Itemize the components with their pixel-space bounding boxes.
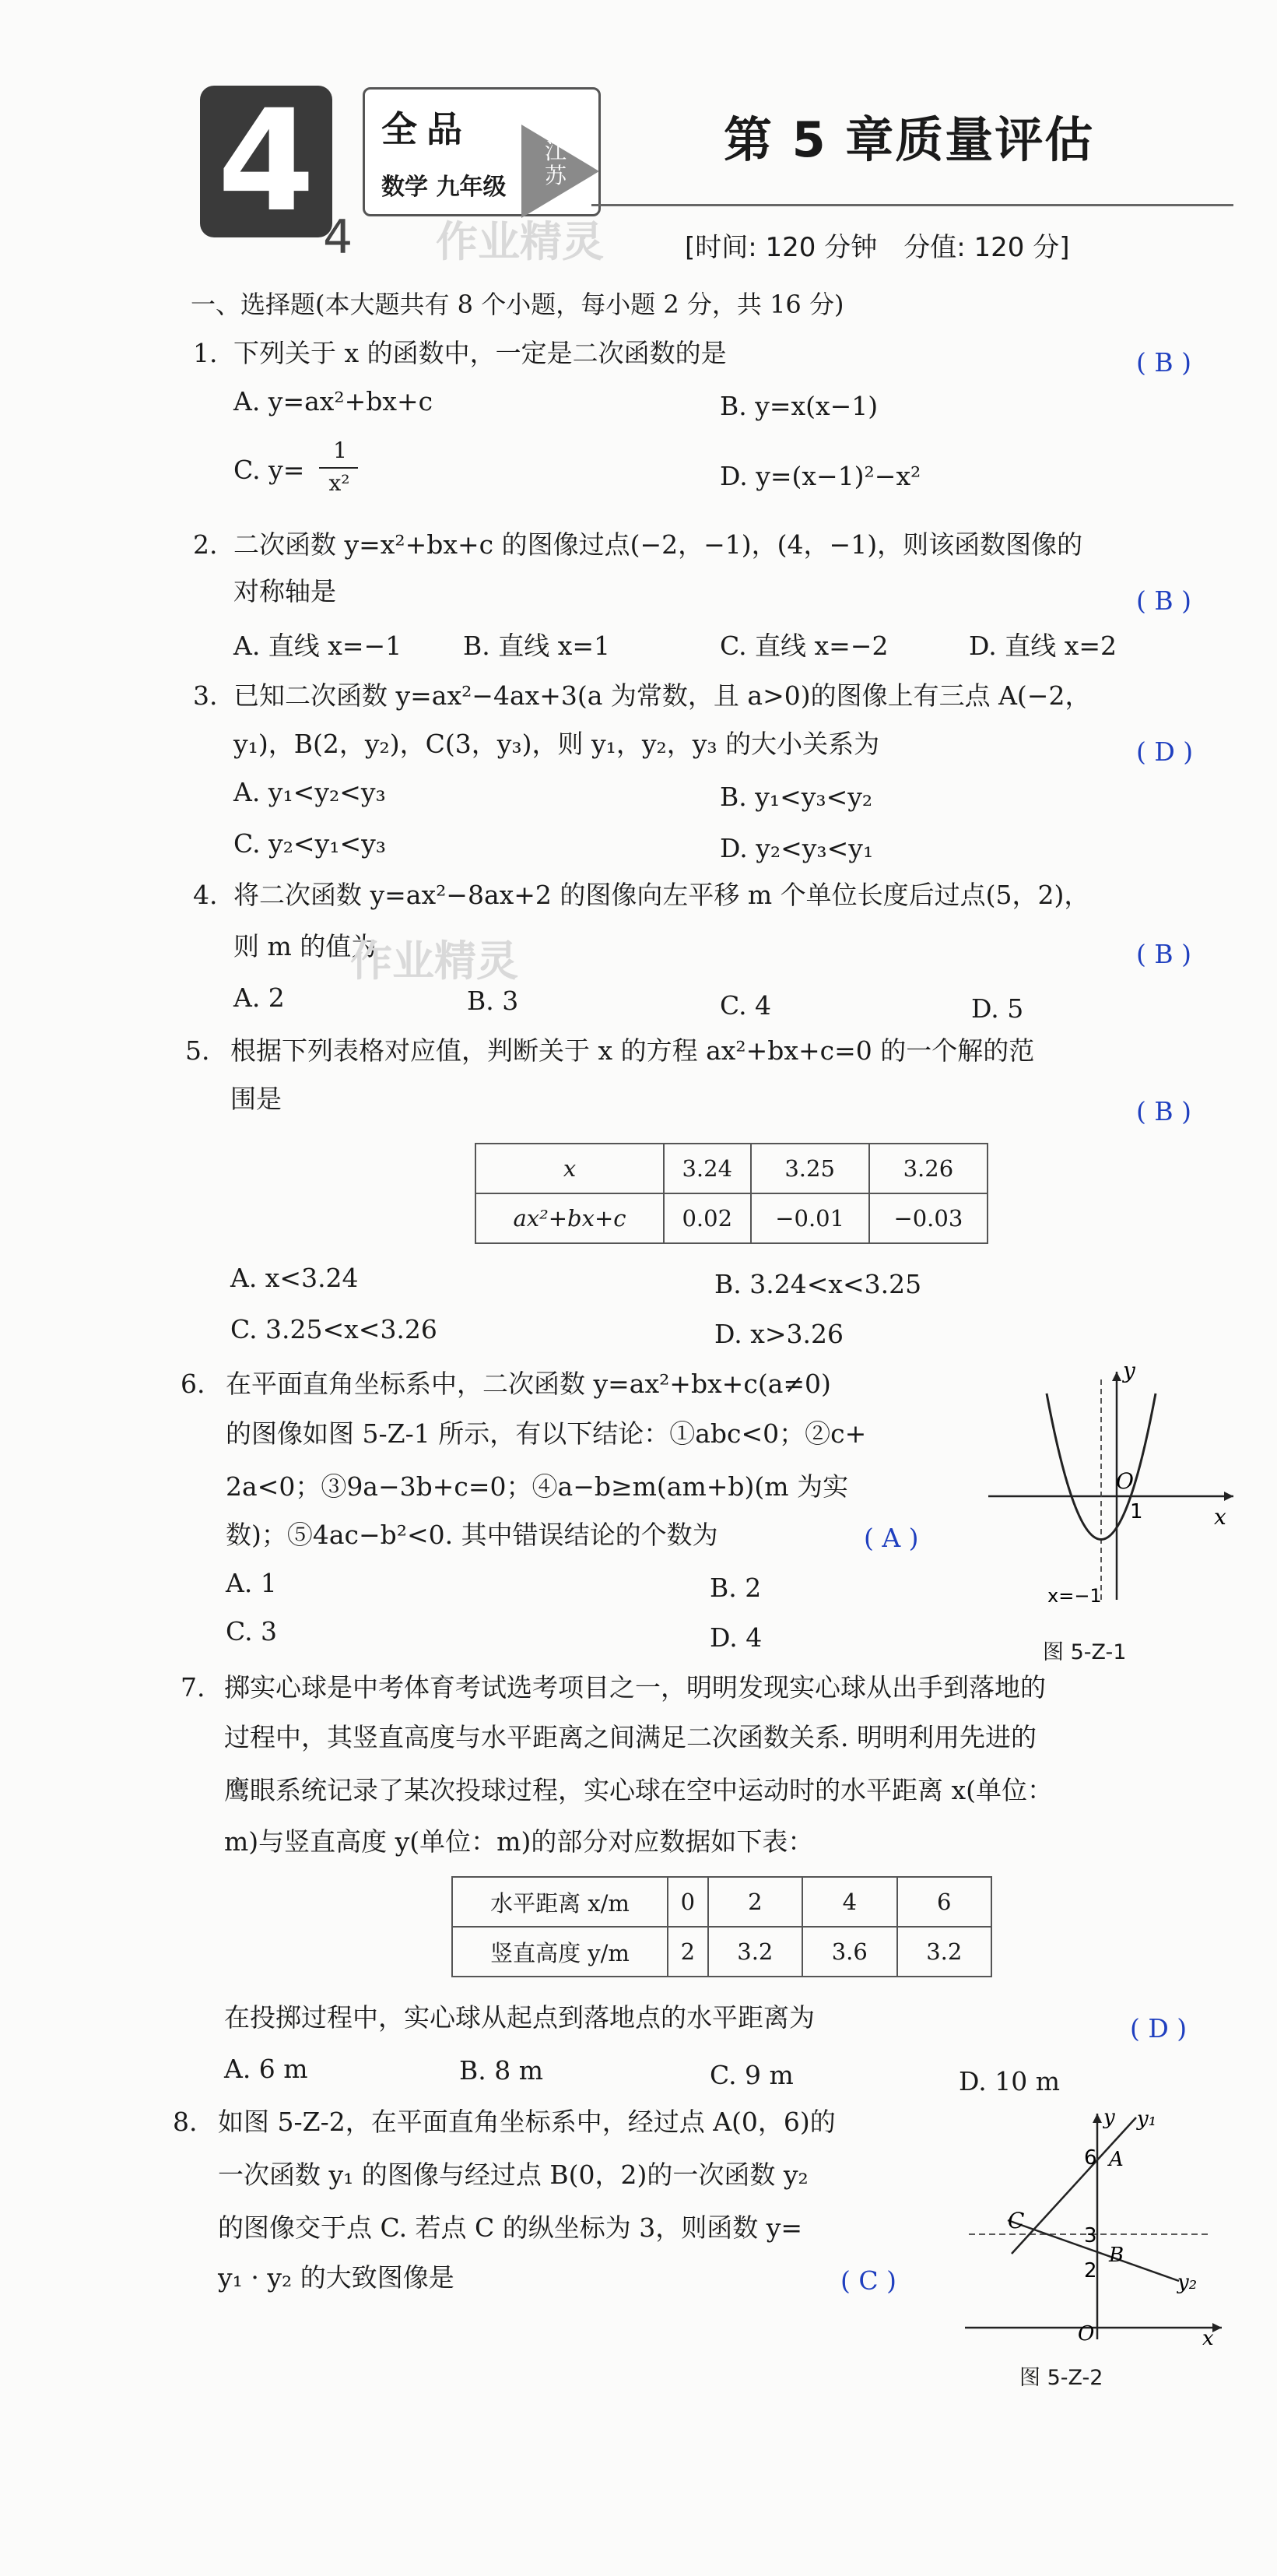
table-cell: 6 bbox=[897, 1877, 991, 1927]
q3-option-b: B. y₁<y₃<y₂ bbox=[720, 782, 873, 812]
header-rule bbox=[591, 204, 1233, 206]
q1-answer: ( B ) bbox=[1136, 347, 1191, 378]
q2-option-a: A. 直线 x=−1 bbox=[233, 631, 402, 661]
table-row bbox=[475, 1193, 988, 1243]
q5-answer: ( B ) bbox=[1136, 1096, 1191, 1126]
q7-option-a: A. 6 m bbox=[224, 2054, 308, 2084]
q4-stem-line1: 将二次函数 y=ax²−8ax+2 的图像向左平移 m 个单位长度后过点(5，2)， bbox=[233, 880, 1090, 910]
q7-answer: ( D ) bbox=[1130, 2013, 1188, 2044]
figure-5-z-1-caption: 图 5-Z-1 bbox=[1043, 1640, 1127, 1664]
q4-option-a: A. 2 bbox=[233, 982, 285, 1013]
tick-three-label: 3 bbox=[1084, 2224, 1097, 2247]
q2-option-d: D. 直线 x=2 bbox=[969, 631, 1117, 661]
q6-stem-line3: 2a<0；③9a−3b+c=0；④a−b≥m(am+b)(m 为实 bbox=[226, 1471, 849, 1502]
table-cell: 2 bbox=[708, 1877, 802, 1927]
tick-two-label: 2 bbox=[1084, 2259, 1097, 2283]
y2-label: y₂ bbox=[1177, 2271, 1198, 2294]
line-y1 bbox=[1012, 2117, 1136, 2254]
axis-label: x=−1 bbox=[1047, 1585, 1102, 1607]
q7-stem-line2: 过程中，其竖直高度与水平距离之间满足二次函数关系. 明明利用先进的 bbox=[224, 1722, 1037, 1752]
y-label: y bbox=[1123, 1358, 1135, 1383]
table-cell: −0.03 bbox=[869, 1193, 988, 1243]
y-label: y bbox=[1103, 2106, 1115, 2129]
x-axis-arrow bbox=[1224, 1492, 1233, 1501]
x-label: x bbox=[1202, 2327, 1214, 2350]
q8-stem-line3: 的图像交于点 C. 若点 C 的纵坐标为 3，则函数 y= bbox=[218, 2212, 803, 2243]
table-cell: x bbox=[475, 1144, 664, 1193]
q6-option-b: B. 2 bbox=[710, 1573, 762, 1603]
q1-option-a: A. y=ax²+bx+c bbox=[233, 386, 433, 416]
x-axis-arrow bbox=[1212, 2323, 1222, 2332]
q8-stem-line4: y₁ · y₂ 的大致图像是 bbox=[218, 2262, 454, 2293]
y1-label: y₁ bbox=[1137, 2107, 1157, 2131]
q6-stem-line4: 数)；⑤4ac−b²<0. 其中错误结论的个数为 bbox=[226, 1520, 718, 1550]
q4-number: 4. bbox=[193, 880, 218, 910]
q8-number: 8. bbox=[173, 2107, 198, 2137]
q7-option-b: B. 8 m bbox=[459, 2055, 544, 2086]
table-cell: 竖直高度 y/m bbox=[452, 1927, 668, 1977]
table-cell: ax²+bx+c bbox=[475, 1193, 664, 1243]
tick-one-label: 1 bbox=[1130, 1500, 1143, 1523]
q4-option-c: C. 4 bbox=[720, 990, 772, 1021]
table-cell: 3.24 bbox=[664, 1144, 751, 1193]
q1-option-c: C. y= bbox=[233, 455, 305, 485]
q3-answer: ( D ) bbox=[1136, 736, 1194, 767]
q1-number: 1. bbox=[193, 338, 218, 368]
q2-option-b: B. 直线 x=1 bbox=[463, 631, 610, 661]
q5-stem-line2: 围是 bbox=[230, 1084, 282, 1114]
q2-number: 2. bbox=[193, 529, 218, 560]
q6-stem-line2: 的图像如图 5-Z-1 所示，有以下结论：①abc<0；②c+ bbox=[226, 1418, 867, 1449]
table-cell: 3.26 bbox=[869, 1144, 988, 1193]
q7-option-d: D. 10 m bbox=[959, 2066, 1061, 2096]
q2-stem-line1: 二次函数 y=x²+bx+c 的图像过点(−2，−1)，(4，−1)，则该函数图像的 bbox=[233, 529, 1083, 560]
q7-stem-line4: m)与竖直高度 y(单位：m)的部分对应数据如下表： bbox=[224, 1826, 814, 1857]
tick-six-label: 6 bbox=[1084, 2146, 1097, 2170]
point-a-label: A bbox=[1109, 2148, 1124, 2171]
watermark: 作业精灵 bbox=[436, 217, 604, 266]
q7-stem-line5: 在投掷过程中，实心球从起点到落地点的水平距离为 bbox=[224, 2002, 815, 2033]
x-label: x bbox=[1214, 1504, 1226, 1530]
table-cell: 3.2 bbox=[897, 1927, 991, 1977]
q1-option-d: D. y=(x−1)²−x² bbox=[720, 461, 921, 491]
q1-stem: 下列关于 x 的函数中，一定是二次函数的是 bbox=[233, 338, 727, 368]
chapter-small-number: 4 bbox=[323, 210, 353, 265]
brand-subject: 数学 九年级 bbox=[381, 174, 507, 201]
brand-name: 全品 bbox=[381, 108, 472, 150]
q3-number: 3. bbox=[193, 680, 218, 711]
q5-number: 5. bbox=[185, 1035, 210, 1066]
q6-option-d: D. 4 bbox=[710, 1622, 763, 1653]
q5-option-a: A. x<3.24 bbox=[230, 1263, 359, 1293]
q3-option-a: A. y₁<y₂<y₃ bbox=[233, 777, 386, 807]
figure-5-z-2-caption: 图 5-Z-2 bbox=[1019, 2366, 1103, 2390]
y-axis-arrow bbox=[1112, 1372, 1121, 1381]
q5-option-d: D. x>3.26 bbox=[714, 1319, 844, 1349]
q7-option-c: C. 9 m bbox=[710, 2060, 794, 2090]
q6-option-a: A. 1 bbox=[226, 1568, 277, 1598]
q3-option-d: D. y₂<y₃<y₁ bbox=[720, 833, 874, 863]
point-b-label: B bbox=[1109, 2244, 1124, 2267]
q6-answer: ( A ) bbox=[864, 1523, 919, 1553]
page-title: 第 5 章质量评估 bbox=[724, 111, 1095, 168]
exam-meta: [时间: 120 分钟 分值: 120 分] bbox=[685, 232, 1070, 263]
q4-option-d: D. 5 bbox=[971, 993, 1024, 1024]
q6-number: 6. bbox=[181, 1369, 205, 1399]
table-cell: 4 bbox=[802, 1877, 896, 1927]
q5-stem-line1: 根据下列表格对应值，判断关于 x 的方程 ax²+bx+c=0 的一个解的范 bbox=[230, 1035, 1035, 1066]
q3-stem-line2: y₁)，B(2，y₂)，C(3，y₃)，则 y₁，y₂，y₃ 的大小关系为 bbox=[233, 729, 880, 759]
figure-5-z-1 bbox=[981, 1355, 1245, 1611]
q1-option-c-denominator: x² bbox=[328, 470, 350, 496]
table-cell: 3.25 bbox=[751, 1144, 869, 1193]
table-cell: 2 bbox=[668, 1927, 708, 1977]
origin-label: O bbox=[1078, 2322, 1095, 2346]
q4-stem-line2: 则 m 的值为 bbox=[233, 931, 377, 961]
fraction-bar bbox=[319, 467, 358, 469]
table-cell: −0.01 bbox=[751, 1193, 869, 1243]
table-row bbox=[452, 1927, 991, 1977]
origin-label: O bbox=[1116, 1468, 1134, 1494]
q5-option-b: B. 3.24<x<3.25 bbox=[714, 1269, 922, 1299]
brand-province: 江苏 bbox=[545, 139, 567, 188]
y-axis-arrow bbox=[1093, 2114, 1102, 2123]
q8-answer: ( C ) bbox=[840, 2265, 896, 2296]
watermark-2: 作业精灵 bbox=[350, 937, 518, 986]
table-cell: 3.2 bbox=[708, 1927, 802, 1977]
q5-table bbox=[475, 1143, 988, 1244]
q6-option-c: C. 3 bbox=[226, 1616, 278, 1646]
q4-option-b: B. 3 bbox=[467, 986, 519, 1016]
table-cell: 0.02 bbox=[664, 1193, 751, 1243]
point-c-label: C bbox=[1008, 2208, 1025, 2233]
q6-stem-line1: 在平面直角坐标系中，二次函数 y=ax²+bx+c(a≠0) bbox=[226, 1369, 831, 1399]
q2-option-c: C. 直线 x=−2 bbox=[720, 631, 889, 661]
q8-stem-line2: 一次函数 y₁ 的图像与经过点 B(0，2)的一次函数 y₂ bbox=[218, 2160, 809, 2190]
chapter-badge: 4 bbox=[200, 86, 332, 237]
section-title: 一、选择题(本大题共有 8 个小题，每小题 2 分，共 16 分) bbox=[191, 290, 844, 319]
q1-option-b: B. y=x(x−1) bbox=[720, 391, 879, 421]
q7-stem-line1: 掷实心球是中考体育考试选考项目之一，明明发现实心球从出手到落地的 bbox=[224, 1672, 1046, 1703]
q2-stem-line2: 对称轴是 bbox=[233, 576, 336, 606]
q2-answer: ( B ) bbox=[1136, 585, 1191, 616]
q7-number: 7. bbox=[181, 1672, 205, 1703]
table-cell: 水平距离 x/m bbox=[452, 1877, 668, 1927]
q7-table bbox=[451, 1876, 992, 1977]
table-row bbox=[452, 1877, 991, 1927]
q3-stem-line1: 已知二次函数 y=ax²−4ax+3(a 为常数，且 a>0)的图像上有三点 A(−2， bbox=[233, 680, 1091, 711]
table-row bbox=[475, 1144, 988, 1193]
figure-5-z-2 bbox=[961, 2102, 1241, 2351]
q3-option-c: C. y₂<y₁<y₃ bbox=[233, 828, 386, 859]
q7-stem-line3: 鹰眼系统记录了某次投球过程，实心球在空中运动时的水平距离 x(单位： bbox=[224, 1775, 1053, 1805]
q5-option-c: C. 3.25<x<3.26 bbox=[230, 1314, 437, 1344]
q4-answer: ( B ) bbox=[1136, 939, 1191, 969]
table-cell: 0 bbox=[668, 1877, 708, 1927]
table-cell: 3.6 bbox=[802, 1927, 896, 1977]
q8-stem-line1: 如图 5-Z-2，在平面直角坐标系中，经过点 A(0，6)的 bbox=[218, 2107, 836, 2137]
q1-option-c-numerator: 1 bbox=[333, 438, 347, 463]
